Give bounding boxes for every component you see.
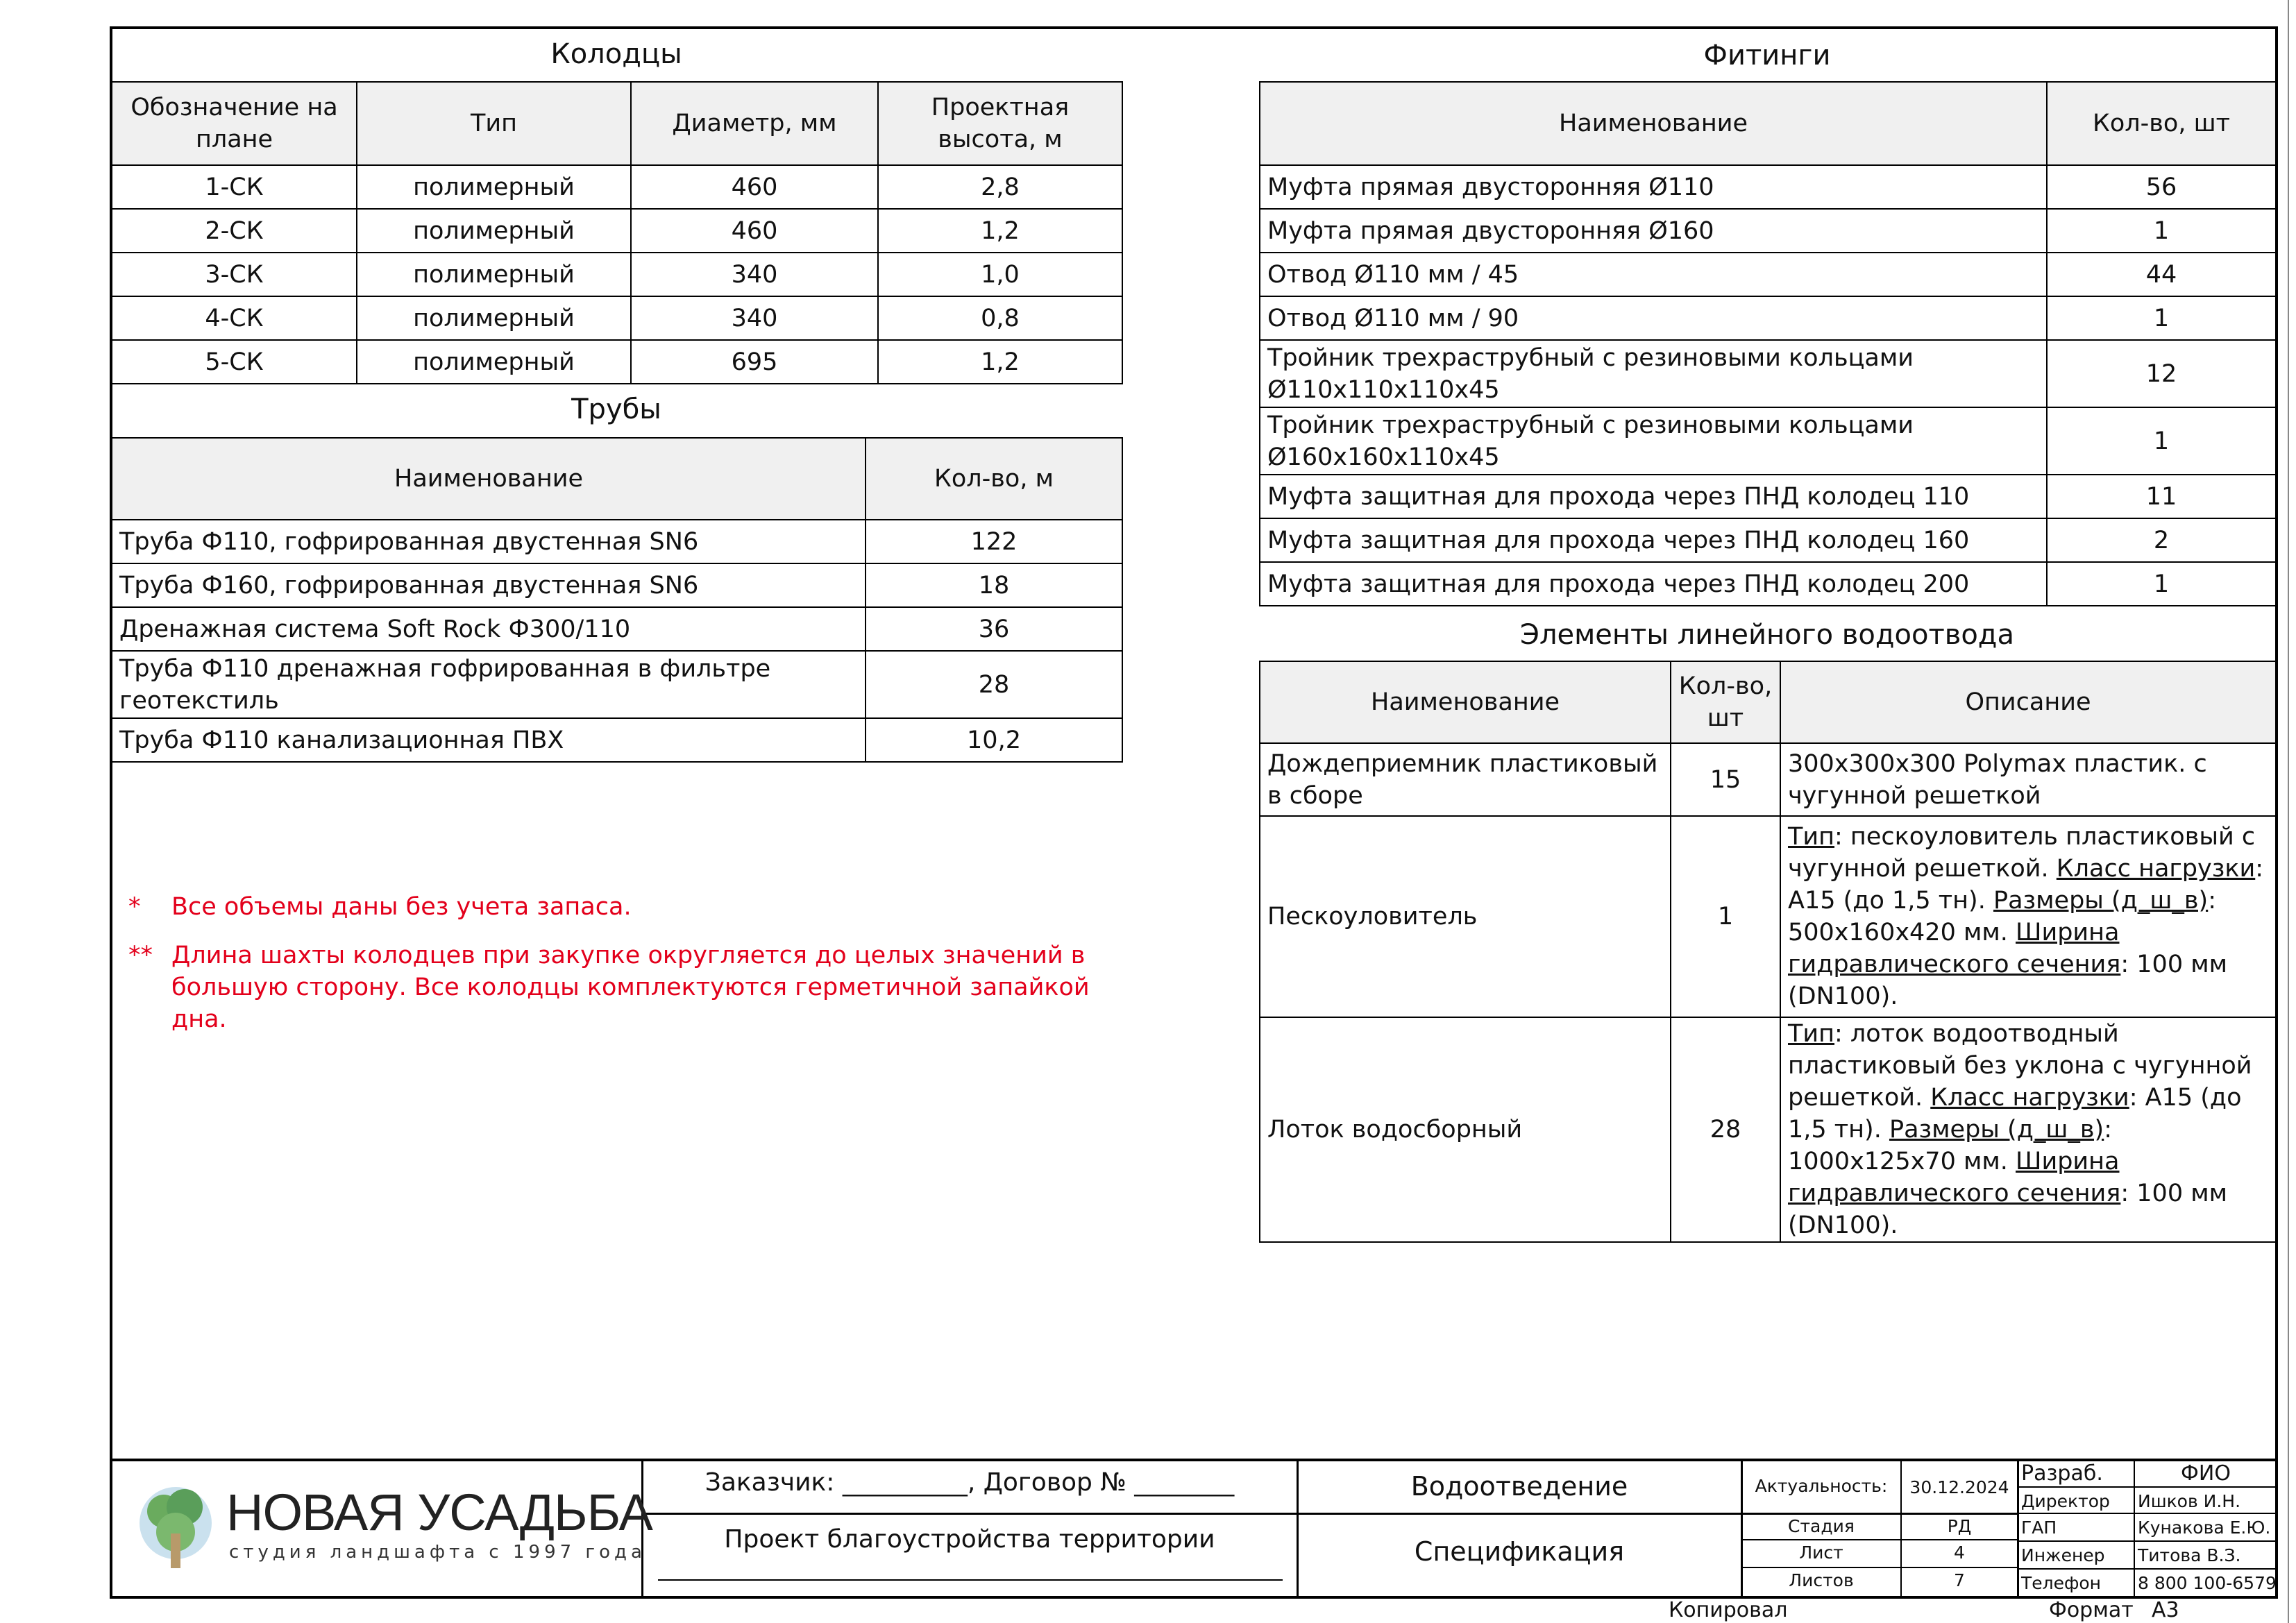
well-height: 1,2	[878, 340, 1122, 384]
well-type: полимерный	[357, 165, 631, 209]
fitting-qty: 56	[2047, 165, 2276, 209]
table-row	[1260, 253, 2276, 296]
sheet-label: Лист	[1799, 1543, 1843, 1563]
fitting-name: Отвод Ø110 мм / 90	[1260, 296, 2047, 340]
fitting-name: Муфта защитная для прохода через ПНД колодец 200	[1260, 562, 2047, 606]
name-gap: Кунакова Е.Ю.	[2138, 1518, 2271, 1538]
table-row	[112, 340, 1122, 384]
desc-value: : 1000х125х70 мм.	[1788, 1116, 2113, 1175]
well-type: полимерный	[357, 340, 631, 384]
wells-header-designation: Обозначение на плане	[112, 82, 357, 165]
wells-title: Колодцы	[550, 38, 682, 70]
fitting-name: Тройник трехраструбный с резиновыми кольцами Ø110х110х110х45	[1260, 340, 2047, 407]
desc-value: : 500х160х420 мм.	[1788, 887, 2217, 946]
tb-rule	[2017, 1486, 2277, 1488]
drainage-qty: 15	[1671, 743, 1780, 816]
fitting-qty: 2	[2047, 518, 2276, 562]
table-row	[112, 165, 1122, 209]
page-right-edge	[2288, 0, 2289, 1623]
well-diameter: 340	[631, 296, 878, 340]
table-row	[112, 520, 1122, 563]
note-2-mark: **	[128, 942, 153, 969]
fittings-table	[1259, 81, 2277, 606]
pipe-name: Труба Ф110 дренажная гофрированная в фильтре геотекстиль	[112, 651, 866, 718]
note-2-text: Длина шахты колодцев при закупке округляется до целых значений в большую сторону. Все колодцы комплектуются герметичной запайкой дна.	[171, 942, 1090, 1033]
logo-name: НОВАЯ УСАДЬБА	[226, 1484, 652, 1541]
pipe-qty: 10,2	[866, 718, 1122, 762]
table-row	[1260, 816, 2276, 1017]
pipes-table	[111, 437, 1123, 763]
note-1	[128, 891, 1135, 923]
table-row	[112, 607, 1122, 651]
role-director: Директор	[2021, 1491, 2110, 1511]
section-name: Водоотведение	[1410, 1471, 1628, 1502]
fittings-header-qty: Кол-во, шт	[2047, 82, 2276, 165]
table-row	[1260, 407, 2276, 475]
pipe-name: Труба Ф160, гофрированная двустенная SN6	[112, 563, 866, 607]
actuality-value: 30.12.2024	[1909, 1477, 2009, 1497]
fitting-qty: 12	[2047, 340, 2276, 407]
fitting-name: Муфта прямая двусторонняя Ø110	[1260, 165, 2047, 209]
logo-tree-icon	[136, 1478, 215, 1575]
pipe-name: Труба Ф110, гофрированная двустенная SN6	[112, 520, 866, 563]
wells-header-height: Проектная высота, м	[878, 82, 1122, 165]
well-designation: 3-СК	[112, 253, 357, 296]
customer-line: Заказчик: __________, Договор № ________	[704, 1468, 1235, 1497]
well-diameter: 460	[631, 209, 878, 253]
drainage-qty: 1	[1671, 816, 1780, 1017]
table-row	[1260, 475, 2276, 518]
stage-value: РД	[1947, 1516, 1972, 1536]
well-type: полимерный	[357, 296, 631, 340]
frame-top	[110, 26, 2278, 29]
pipe-name: Дренажная система Soft Rock Ф300/110	[112, 607, 866, 651]
table-row	[112, 209, 1122, 253]
well-diameter: 695	[631, 340, 878, 384]
pipes-header-name: Наименование	[112, 438, 866, 520]
well-designation: 4-СК	[112, 296, 357, 340]
drainage-name: Дождеприемник пластиковый в сборе	[1260, 743, 1671, 816]
sheets-value: 7	[1954, 1570, 1965, 1590]
logo-subtitle: студия ландшафта с 1997 года	[229, 1542, 646, 1563]
fitting-name: Отвод Ø110 мм / 45	[1260, 253, 2047, 296]
format-label: Формат	[2049, 1598, 2134, 1622]
well-diameter: 460	[631, 165, 878, 209]
table-row	[112, 563, 1122, 607]
sheet-title: Спецификация	[1414, 1536, 1625, 1567]
fio-label: ФИО	[2181, 1461, 2231, 1486]
developer-label: Разраб.	[2021, 1461, 2103, 1486]
well-designation: 2-СК	[112, 209, 357, 253]
name-director: Ишков И.Н.	[2138, 1491, 2241, 1511]
actuality-label: Актуальность:	[1755, 1476, 1888, 1496]
well-height: 0,8	[878, 296, 1122, 340]
note-2	[128, 940, 1135, 1035]
well-height: 1,2	[878, 209, 1122, 253]
pipe-qty: 122	[866, 520, 1122, 563]
tb-divider	[2134, 1459, 2135, 1596]
drainage-table	[1259, 661, 2277, 1243]
well-height: 1,0	[878, 253, 1122, 296]
stage-label: Стадия	[1788, 1516, 1855, 1536]
desc-value: : лоток водоотводный пластиковый без уклона с чугунной решеткой.	[1788, 1020, 2252, 1112]
tb-divider	[1741, 1459, 1743, 1596]
desc-value: : пескоуловитель пластиковый с чугунной решеткой.	[1788, 823, 2256, 883]
drainage-name: Пескоуловитель	[1260, 816, 1671, 1017]
tb-project-underline	[658, 1579, 1283, 1581]
wells-header-type: Тип	[357, 82, 631, 165]
table-row	[1260, 743, 2276, 816]
desc-value: : 100 мм (DN100).	[1788, 1180, 2228, 1239]
well-designation: 5-СК	[112, 340, 357, 384]
desc-key-load: Класс нагрузки	[2056, 855, 2256, 883]
table-row	[112, 651, 1122, 718]
name-engineer: Титова В.З.	[2138, 1545, 2241, 1565]
tb-divider	[1297, 1459, 1299, 1596]
pipe-qty: 18	[866, 563, 1122, 607]
tb-rule	[2017, 1568, 2277, 1570]
name-phone: 8 800 100-6579	[2138, 1573, 2277, 1593]
desc-value: : А15 (до 1,5 тн).	[1788, 855, 2264, 915]
table-row	[1260, 562, 2276, 606]
well-type: полимерный	[357, 209, 631, 253]
copied-label: Копировал	[1669, 1598, 1788, 1622]
table-row	[1260, 209, 2276, 253]
drainage-header-name: Наименование	[1260, 661, 1671, 743]
table-row	[112, 296, 1122, 340]
fitting-qty: 1	[2047, 209, 2276, 253]
well-diameter: 340	[631, 253, 878, 296]
desc-value: : 100 мм (DN100).	[1788, 951, 2228, 1010]
table-row	[1260, 165, 2276, 209]
fitting-name: Муфта защитная для прохода через ПНД колодец 160	[1260, 518, 2047, 562]
sheets-label: Листов	[1789, 1570, 1854, 1590]
sheet-value: 4	[1954, 1543, 1965, 1563]
table-row	[1260, 1017, 2276, 1242]
table-row	[1260, 296, 2276, 340]
fitting-name: Муфта прямая двусторонняя Ø160	[1260, 209, 2047, 253]
fitting-qty: 1	[2047, 296, 2276, 340]
drainage-description	[1780, 816, 2276, 1017]
drainage-name: Лоток водосборный	[1260, 1017, 1671, 1242]
drainage-title: Элементы линейного водоотвода	[1520, 619, 2014, 651]
tb-divider	[2017, 1459, 2019, 1596]
table-row	[112, 718, 1122, 762]
fitting-qty: 11	[2047, 475, 2276, 518]
role-engineer: Инженер	[2021, 1545, 2105, 1565]
pipe-qty: 28	[866, 651, 1122, 718]
fitting-qty: 1	[2047, 407, 2276, 475]
table-row	[1260, 340, 2276, 407]
wells-table	[111, 81, 1123, 384]
note-1-mark: *	[128, 893, 141, 921]
note-1-text: Все объемы даны без учета запаса.	[171, 893, 632, 921]
pipes-header-qty: Кол-во, м	[866, 438, 1122, 520]
well-designation: 1-СК	[112, 165, 357, 209]
desc-key-size: Размеры (д_ш_в)	[1889, 1116, 2104, 1144]
fitting-name: Тройник трехраструбный с резиновыми кольцами Ø160х160х110х45	[1260, 407, 2047, 475]
drainage-header-description: Описание	[1780, 661, 2276, 743]
well-type: полимерный	[357, 253, 631, 296]
desc-key-size: Размеры (д_ш_в)	[1993, 887, 2209, 915]
project-name: Проект благоустройства территории	[724, 1525, 1215, 1554]
frame-bottom	[110, 1596, 2278, 1599]
wells-header-diameter: Диаметр, мм	[631, 82, 878, 165]
drainage-description: 300х300х300 Polymax пластик. с чугунной решеткой	[1780, 743, 2276, 816]
fitting-qty: 1	[2047, 562, 2276, 606]
desc-key-width: Ширина гидравлического сечения	[1788, 919, 2121, 978]
drainage-description	[1780, 1017, 2276, 1242]
format-value: А3	[2152, 1598, 2179, 1622]
table-row	[1260, 518, 2276, 562]
fitting-name: Муфта защитная для прохода через ПНД колодец 110	[1260, 475, 2047, 518]
tb-top-rule	[111, 1459, 2277, 1461]
drainage-header-qty: Кол-во, шт	[1671, 661, 1780, 743]
well-height: 2,8	[878, 165, 1122, 209]
pipes-title: Трубы	[571, 393, 661, 425]
fittings-title: Фитинги	[1703, 40, 1831, 71]
desc-key-width: Ширина гидравлического сечения	[1788, 1148, 2121, 1207]
drainage-qty: 28	[1671, 1017, 1780, 1242]
pipes-title-rule	[111, 383, 1122, 384]
desc-key-type: Тип	[1788, 823, 1835, 851]
desc-key-load: Класс нагрузки	[1930, 1084, 2129, 1112]
pipe-qty: 36	[866, 607, 1122, 651]
fittings-header-name: Наименование	[1260, 82, 2047, 165]
pipe-name: Труба Ф110 канализационная ПВХ	[112, 718, 866, 762]
table-row	[112, 253, 1122, 296]
fitting-qty: 44	[2047, 253, 2276, 296]
desc-key-type: Тип	[1788, 1020, 1835, 1048]
tb-rule	[2017, 1540, 2277, 1542]
role-phone: Телефон	[2021, 1573, 2102, 1593]
desc-value: : А15 (до 1,5 тн).	[1788, 1084, 2242, 1144]
role-gap: ГАП	[2021, 1518, 2057, 1538]
